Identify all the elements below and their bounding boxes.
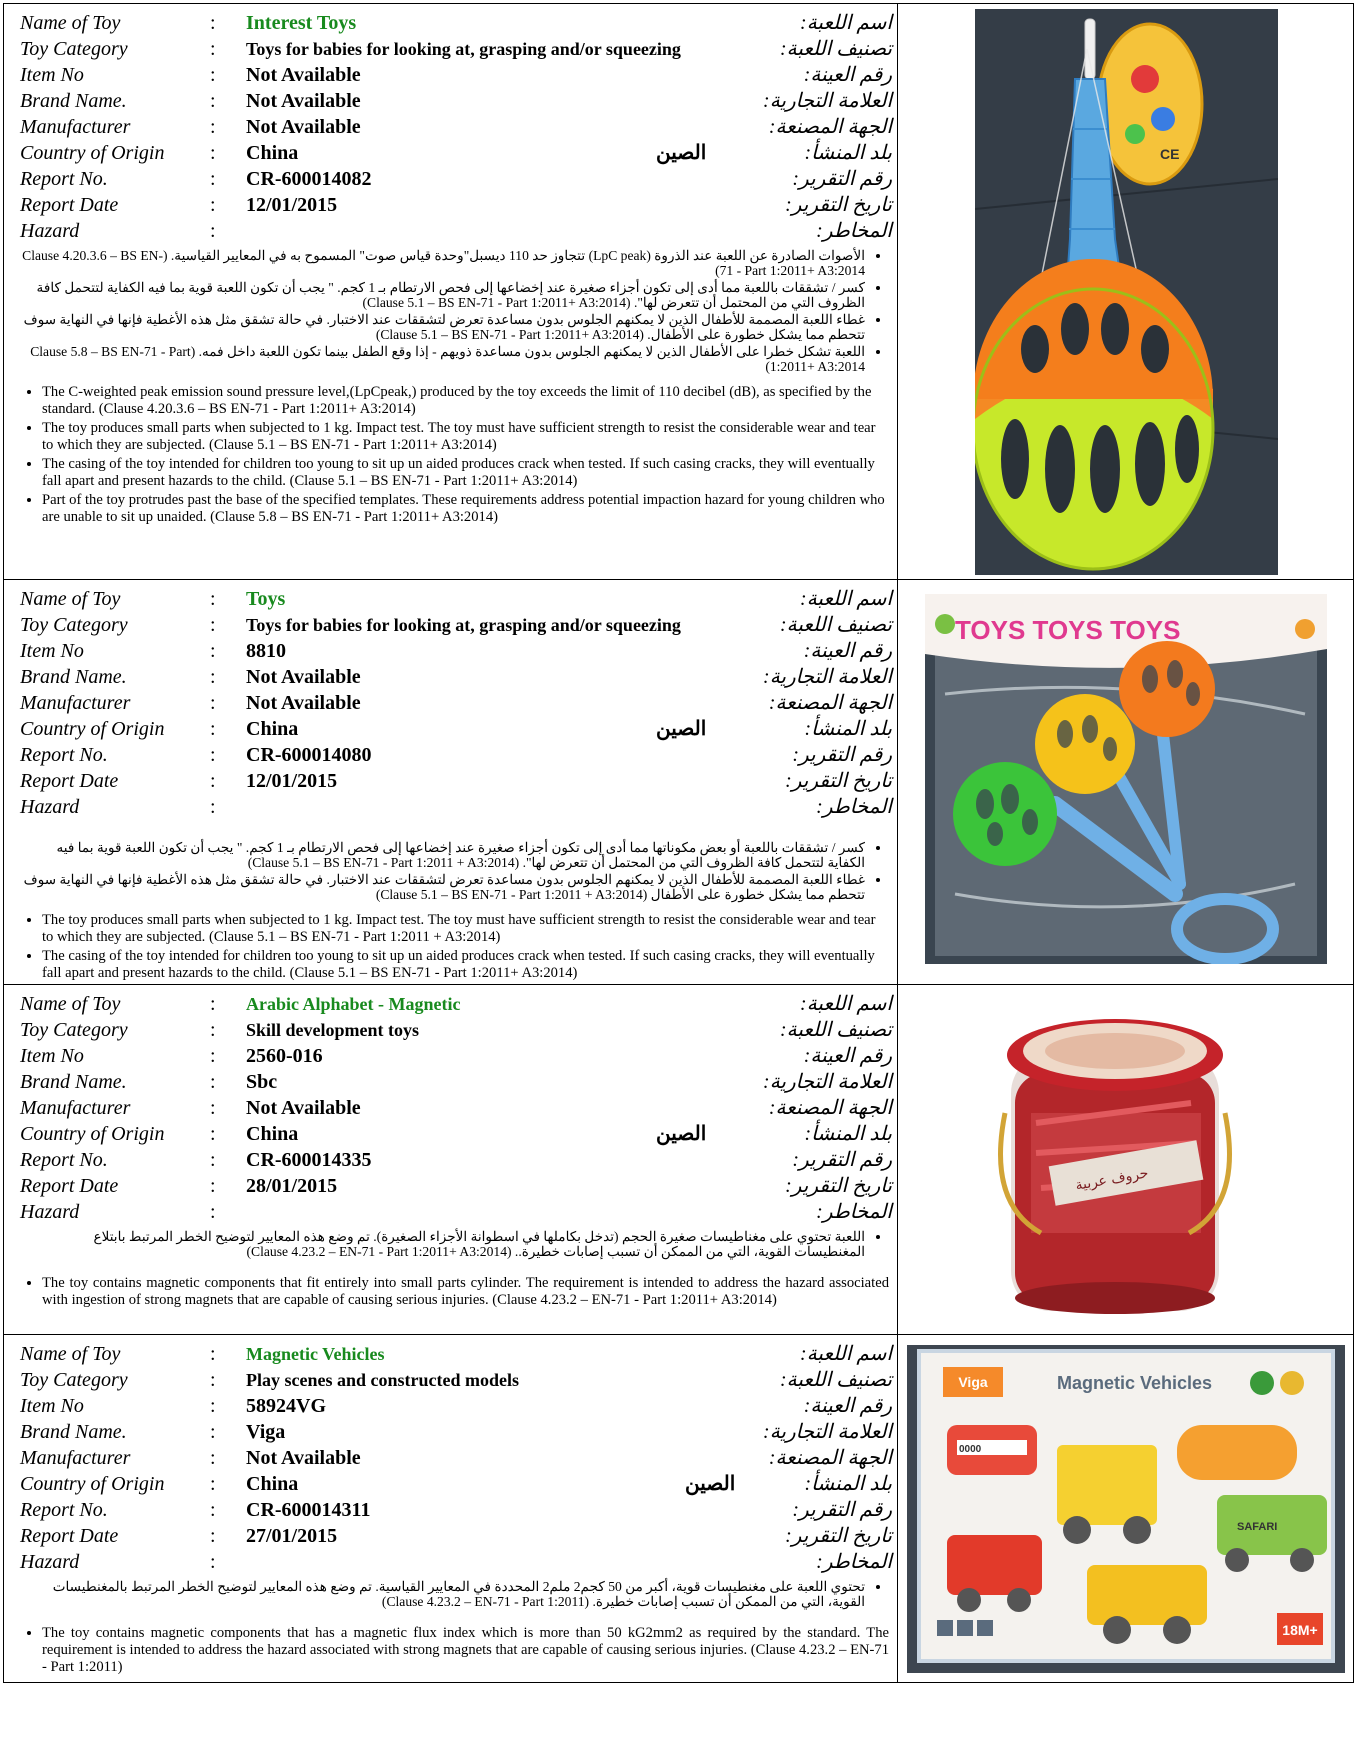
box-age: 18M+	[1282, 1622, 1318, 1638]
field-label-ar: العلامة التجارية:	[763, 90, 892, 112]
brand-name: Not Available	[246, 90, 361, 112]
field-row-item	[20, 1043, 892, 1069]
field-row-manufacturer	[20, 114, 892, 140]
field-row-hazard	[20, 1549, 892, 1575]
country-of-origin-ar: الصين	[656, 142, 707, 164]
field-row-report-date	[20, 1523, 892, 1549]
field-label-ar: تصنيف اللعبة:	[779, 614, 892, 636]
field-colon: :	[210, 796, 216, 818]
field-row-item	[20, 638, 892, 664]
field-label-ar: رقم العينة:	[803, 640, 892, 662]
field-label: Brand Name.	[20, 90, 127, 112]
brand-name: Not Available	[246, 666, 361, 688]
field-row-name	[20, 10, 892, 36]
hazard-list-english	[20, 1275, 889, 1309]
field-label: Item No	[20, 1395, 84, 1417]
field-label-ar: بلد المنشأ:	[804, 142, 892, 164]
field-label: Report No.	[20, 1499, 108, 1521]
field-colon: :	[210, 692, 216, 714]
field-row-report-no	[20, 166, 892, 192]
report-number: CR-600014080	[246, 744, 372, 766]
field-colon: :	[210, 1395, 216, 1417]
field-row-item	[20, 1393, 892, 1419]
field-label-ar: المخاطر:	[816, 796, 892, 818]
report-page	[3, 3, 1353, 1753]
field-row-report-no	[20, 742, 892, 768]
hazard-item-en: • The C-weighted peak emission sound pressure level,(LpCpeak,) produced by the toy exceeds the limit of 110 decibel (dB), as specified by the standard. (Clause 4.20.3.6 – BS EN-71 - Part 1:2011+ A3:2014)	[42, 384, 889, 418]
report-number: CR-600014082	[246, 168, 372, 190]
toy-record	[4, 4, 1354, 580]
manufacturer: Not Available	[246, 1097, 361, 1119]
toy-fields	[20, 991, 892, 1225]
field-colon: :	[210, 12, 216, 34]
field-row-category	[20, 1367, 892, 1393]
field-row-manufacturer	[20, 690, 892, 716]
field-row-manufacturer	[20, 1095, 892, 1121]
field-row-name	[20, 991, 892, 1017]
field-label: Toy Category	[20, 1019, 128, 1041]
country-of-origin: China	[246, 142, 299, 164]
field-colon: :	[210, 116, 216, 138]
hazard-item-en: • The casing of the toy intended for children too young to sit up un aided produces crack when tested. If such casing cracks, they will eventually fall apart and present hazards to the child. (Clause 5.1 – BS EN-71 - Part 1:2011+ A3:2014)	[42, 948, 889, 982]
toy-fields	[20, 1341, 892, 1575]
field-label: Toy Category	[20, 614, 128, 636]
toy-record	[4, 1335, 1354, 1683]
field-label-ar: بلد المنشأ:	[804, 1473, 892, 1495]
field-label: Name of Toy	[20, 588, 121, 610]
field-label-ar: رقم العينة:	[803, 1045, 892, 1067]
hazard-item-ar: • الأصوات الصادرة عن اللعبة عند الذروة (LpC peak) تتجاوز حد 110 ديسبل"وحدة قياس صوت" المسموح به في المعايير القياسية. (Clause 4.20.3.6 – BS EN-71 - Part 1:2011+ A3:2014)	[20, 248, 865, 278]
field-label-ar: المخاطر:	[816, 1551, 892, 1573]
field-label-ar: بلد المنشأ:	[804, 1123, 892, 1145]
toy-name: Toys	[246, 588, 286, 610]
country-of-origin: China	[246, 1473, 299, 1495]
toy-photo-cell	[898, 985, 1354, 1335]
toy-details-cell	[4, 985, 898, 1335]
box-plane-text: 0000	[959, 1444, 982, 1455]
field-label: Hazard	[20, 1551, 80, 1573]
field-label: Hazard	[20, 1201, 80, 1223]
field-colon: :	[210, 1097, 216, 1119]
field-label-ar: تاريخ التقرير:	[785, 1175, 892, 1197]
toy-category: Skill development toys	[246, 1020, 420, 1040]
field-label: Manufacturer	[20, 1097, 131, 1119]
field-colon: :	[210, 993, 216, 1015]
field-label-ar: العلامة التجارية:	[763, 1071, 892, 1093]
report-date: 12/01/2015	[246, 770, 338, 792]
country-of-origin-ar: الصين	[685, 1473, 736, 1495]
toy-record	[4, 985, 1354, 1335]
hazard-list-english	[20, 384, 889, 526]
field-row-origin	[20, 1121, 892, 1147]
jar-label-text: حروف عربية	[1074, 1165, 1150, 1194]
field-label-ar: المخاطر:	[816, 220, 892, 242]
country-of-origin-ar: الصين	[656, 718, 707, 740]
toy-details-cell	[4, 4, 898, 580]
hazard-item-en: • Part of the toy protrudes past the base of the specified templates. These requirements address potential impaction hazard for young children who are unable to sit up unaided. (Clause 5.8 – BS EN-71 - Part 1:2011+ A3:2014)	[42, 492, 889, 526]
hazard-list-arabic	[20, 248, 887, 374]
field-label-ar: اسم اللعبة:	[800, 588, 892, 610]
toy-photo-vehicle-box	[907, 1345, 1345, 1673]
field-colon: :	[210, 1149, 216, 1171]
field-label-ar: تاريخ التقرير:	[785, 194, 892, 216]
field-label: Toy Category	[20, 1369, 128, 1391]
field-label: Manufacturer	[20, 116, 131, 138]
field-row-brand	[20, 1069, 892, 1095]
field-label-ar: تصنيف اللعبة:	[779, 1019, 892, 1041]
field-colon: :	[210, 168, 216, 190]
field-colon: :	[210, 588, 216, 610]
field-colon: :	[210, 1045, 216, 1067]
field-row-report-no	[20, 1497, 892, 1523]
bag-print-text: TOYS TOYS TOYS	[955, 615, 1181, 645]
field-label-ar: تاريخ التقرير:	[785, 770, 892, 792]
hazard-item-en: • The toy contains magnetic components that has a magnetic flux index which is more than 50 kG2mm2 as required by the standard. The requirement is intended to address the hazard associated with strong magnets that are capable of causing serious injuries. (Clause 4.23.2 – EN-71 - Part 1:2011)	[42, 1625, 889, 1676]
brand-name: Sbc	[246, 1071, 278, 1093]
field-row-name	[20, 586, 892, 612]
country-of-origin-ar: الصين	[656, 1123, 707, 1145]
report-date: 27/01/2015	[246, 1525, 338, 1547]
field-colon: :	[210, 1421, 216, 1443]
toy-fields	[20, 10, 892, 244]
field-label: Report No.	[20, 1149, 108, 1171]
toy-details-cell	[4, 580, 898, 985]
hazard-item-ar: • اللعبة تشكل خطرا على الأطفال الذين لا يمكنهم الجلوس بدون مساعدة ذويهم - إذا وقع الطفل بينما تكون اللعبة داخل فمه. (Clause 5.8 – BS EN-71 - Part 1:2011+ A3:2014)	[20, 344, 865, 374]
field-label: Hazard	[20, 796, 80, 818]
toy-category: Toys for babies for looking at, grasping and/or squeezing	[246, 39, 681, 59]
field-colon: :	[210, 1175, 216, 1197]
field-row-brand	[20, 88, 892, 114]
hazard-list-arabic	[20, 1579, 887, 1609]
field-colon: :	[210, 90, 216, 112]
field-colon: :	[210, 770, 216, 792]
field-label: Country of Origin	[20, 1473, 165, 1495]
field-row-report-no	[20, 1147, 892, 1173]
rattle-tag-text: CE	[1160, 146, 1180, 162]
field-label-ar: رقم التقرير:	[792, 1499, 892, 1521]
toy-category: Play scenes and constructed models	[246, 1370, 519, 1390]
box-vehicle-text: SAFARI	[1237, 1521, 1278, 1533]
item-number: Not Available	[246, 64, 361, 86]
field-label-ar: رقم العينة:	[803, 1395, 892, 1417]
field-label-ar: المخاطر:	[816, 1201, 892, 1223]
field-row-item	[20, 62, 892, 88]
field-colon: :	[210, 1473, 216, 1495]
report-number: CR-600014311	[246, 1499, 371, 1521]
field-colon: :	[210, 1447, 216, 1469]
hazard-list-english	[20, 912, 889, 982]
item-number: 2560-016	[246, 1045, 323, 1067]
toy-photo-jar	[991, 1003, 1239, 1320]
manufacturer: Not Available	[246, 692, 361, 714]
toy-photo-cell	[898, 1335, 1354, 1683]
country-of-origin: China	[246, 1123, 299, 1145]
hazard-item-en: • The toy produces small parts when subjected to 1 kg. Impact test. The toy must have sufficient strength to resist the considerable wear and tear to which they are subjected. (Clause 5.1 – BS EN-71 - Part 1:2011 + A3:2014)	[42, 912, 889, 946]
field-label-ar: اسم اللعبة:	[800, 12, 892, 34]
hazard-item-ar: • كسر / تشققات باللعبة مما أدى إلى تكون أجزاء صغيرة عند إخضاعها إلى فحص الارتطام بـ 1 كجم. " يجب أن تكون اللعبة قوية بما فيه الكفاية لتتحمل كافة الظروف التي من المحتمل أن تتعرض لها". (Clause 5.1 – BS EN-71 - Part 1:2011+ A3:2014)	[20, 280, 865, 310]
field-label: Country of Origin	[20, 142, 165, 164]
field-row-manufacturer	[20, 1445, 892, 1471]
toy-name: Interest Toys	[246, 12, 357, 34]
field-row-brand	[20, 664, 892, 690]
field-colon: :	[210, 220, 216, 242]
field-colon: :	[210, 1525, 216, 1547]
field-label-ar: الجهة المصنعة:	[768, 1447, 892, 1469]
hazard-list-arabic	[20, 840, 887, 902]
toy-photo-cell	[898, 580, 1354, 985]
field-label-ar: الجهة المصنعة:	[768, 1097, 892, 1119]
field-label-ar: الجهة المصنعة:	[768, 116, 892, 138]
field-colon: :	[210, 1369, 216, 1391]
field-label-ar: تصنيف اللعبة:	[779, 38, 892, 60]
field-label-ar: تصنيف اللعبة:	[779, 1369, 892, 1391]
field-label: Name of Toy	[20, 1343, 121, 1365]
hazard-item-ar: • غطاء اللعبة المصممة للأطفال الذين لا يمكنهم الجلوس بدون مساعدة تعرض لتشققات عند الاختبار. في حالة تشقق مثل هذه الأغطية فإنها في النهاية سوف تتحطم مما يشكل خطورة على الأطفال (Clause 5.1 – BS EN-71 - Part 1:2011 + A3:2014)	[20, 872, 865, 902]
field-colon: :	[210, 1071, 216, 1093]
field-label: Country of Origin	[20, 1123, 165, 1145]
toy-photo-rattle	[975, 9, 1278, 575]
field-label-ar: اسم اللعبة:	[800, 1343, 892, 1365]
box-brand: Viga	[958, 1374, 988, 1390]
hazard-item-en: • The toy contains magnetic components that fit entirely into small parts cylinder. The requirement is intended to address the hazard associated with ingestion of strong magnets that are capable of causing serious injuries. (Clause 4.23.2 – EN-71 - Part 1:2011+ A3:2014)	[42, 1275, 889, 1309]
hazard-list-arabic	[20, 1229, 887, 1259]
toy-category: Toys for babies for looking at, grasping and/or squeezing	[246, 615, 681, 635]
hazard-item-ar: • غطاء اللعبة المصممة للأطفال الذين لا يمكنهم الجلوس بدون مساعدة تعرض لتشققات عند الاختبار. في حالة تشقق مثل هذه الأغطية فإنها في النهاية سوف تتحطم مما يشكل خطورة على الأطفال. (Clause 5.1 – BS EN-71 - Part 1:2011+ A3:2014)	[20, 312, 865, 342]
toy-photo-cell	[898, 4, 1354, 580]
field-row-report-date	[20, 1173, 892, 1199]
field-label: Toy Category	[20, 38, 128, 60]
field-label: Name of Toy	[20, 993, 121, 1015]
field-row-name	[20, 1341, 892, 1367]
field-label: Manufacturer	[20, 1447, 131, 1469]
toy-name: Arabic Alphabet - Magnetic	[246, 994, 461, 1014]
field-colon: :	[210, 1201, 216, 1223]
field-row-origin	[20, 716, 892, 742]
field-colon: :	[210, 194, 216, 216]
field-colon: :	[210, 744, 216, 766]
field-label-ar: الجهة المصنعة:	[768, 692, 892, 714]
field-label: Item No	[20, 1045, 84, 1067]
field-label: Brand Name.	[20, 666, 127, 688]
item-number: 58924VG	[246, 1395, 326, 1417]
report-number: CR-600014335	[246, 1149, 372, 1171]
field-label: Name of Toy	[20, 12, 121, 34]
field-row-brand	[20, 1419, 892, 1445]
field-colon: :	[210, 142, 216, 164]
field-label: Report Date	[20, 1175, 119, 1197]
country-of-origin: China	[246, 718, 299, 740]
hazard-item-ar: • اللعبة تحتوي على مغناطيسات صغيرة الحجم (تدخل بكاملها في اسطوانة الأجزاء الصغيرة). تم وضع هذه المعايير لتوضيح الخطر المرتبط بابتلاع المغنطيسات القوية، التي من الممكن أن تسبب إصابات خطيرة.. (Clause 4.23.2 – EN-71 - Part 1:2011+ A3:2014)	[20, 1229, 865, 1259]
hazard-item-ar: • كسر / تشققات باللعبة أو بعض مكوناتها مما أدى إلى تكون أجزاء صغيرة عند إخضاعها إلى فحص الارتطام بـ 1 كجم. " يجب أن تكون اللعبة قوية بما فيه الكفاية لتتحمل كافة الظروف التي من المحتمل أن تتعرض لها". (Clause 5.1 – BS EN-71 - Part 1:2011 + A3:2014)	[20, 840, 865, 870]
toy-photo-rattle-bag	[925, 594, 1327, 964]
field-colon: :	[210, 1343, 216, 1365]
field-row-category	[20, 612, 892, 638]
brand-name: Viga	[246, 1421, 286, 1443]
field-label: Item No	[20, 64, 84, 86]
hazard-item-en: • The toy produces small parts when subjected to 1 kg. Impact test. The toy must have sufficient strength to resist the considerable wear and tear to which they are subjected. (Clause 5.1 – BS EN-71 - Part 1:2011+ A3:2014)	[42, 420, 889, 454]
field-label: Report Date	[20, 770, 119, 792]
field-label-ar: رقم العينة:	[803, 64, 892, 86]
field-colon: :	[210, 718, 216, 740]
manufacturer: Not Available	[246, 1447, 361, 1469]
field-label: Manufacturer	[20, 692, 131, 714]
field-label-ar: تاريخ التقرير:	[785, 1525, 892, 1547]
field-colon: :	[210, 666, 216, 688]
field-label: Report No.	[20, 744, 108, 766]
field-colon: :	[210, 1551, 216, 1573]
field-label: Report Date	[20, 194, 119, 216]
toy-details-cell	[4, 1335, 898, 1683]
field-label: Brand Name.	[20, 1071, 127, 1093]
field-row-origin	[20, 1471, 892, 1497]
field-row-hazard	[20, 1199, 892, 1225]
field-label: Brand Name.	[20, 1421, 127, 1443]
field-label: Item No	[20, 640, 84, 662]
toy-fields	[20, 586, 892, 820]
field-label: Report No.	[20, 168, 108, 190]
field-label-ar: بلد المنشأ:	[804, 718, 892, 740]
manufacturer: Not Available	[246, 116, 361, 138]
field-colon: :	[210, 614, 216, 636]
field-row-hazard	[20, 218, 892, 244]
field-label-ar: العلامة التجارية:	[763, 1421, 892, 1443]
field-label-ar: العلامة التجارية:	[763, 666, 892, 688]
field-row-category	[20, 1017, 892, 1043]
field-colon: :	[210, 1123, 216, 1145]
field-colon: :	[210, 640, 216, 662]
field-colon: :	[210, 1499, 216, 1521]
field-row-origin	[20, 140, 892, 166]
field-label-ar: اسم اللعبة:	[800, 993, 892, 1015]
toy-name: Magnetic Vehicles	[246, 1344, 385, 1364]
field-label-ar: رقم التقرير:	[792, 168, 892, 190]
hazard-item-ar: • تحتوي اللعبة على مغنطيسات قوية، أكبر من 50 كجم2 ملم2 المحددة في المعايير القياسية. تم وضع هذه المعايير لتوضيح الخطر المرتبط بالمغنطيسات القوية، التي من الممكن أن تسبب إصابات خطيرة. (Clause 4.23.2 – EN-71 - Part 1:2011)	[20, 1579, 865, 1609]
field-label-ar: رقم التقرير:	[792, 744, 892, 766]
field-row-report-date	[20, 768, 892, 794]
report-date: 28/01/2015	[246, 1175, 338, 1197]
toy-report-table	[3, 3, 1354, 1683]
hazard-list-english	[20, 1625, 889, 1676]
field-label: Hazard	[20, 220, 80, 242]
toy-record	[4, 580, 1354, 985]
field-row-report-date	[20, 192, 892, 218]
field-colon: :	[210, 64, 216, 86]
field-label: Report Date	[20, 1525, 119, 1547]
field-row-hazard	[20, 794, 892, 820]
report-date: 12/01/2015	[246, 194, 338, 216]
hazard-item-en: • The casing of the toy intended for children too young to sit up un aided produces crack when tested. If such casing cracks, they will eventually fall apart and present hazards to the child. (Clause 5.1 – BS EN-71 - Part 1:2011+ A3:2014)	[42, 456, 889, 490]
field-label: Country of Origin	[20, 718, 165, 740]
field-colon: :	[210, 38, 216, 60]
field-label-ar: رقم التقرير:	[792, 1149, 892, 1171]
box-title: Magnetic Vehicles	[1057, 1373, 1213, 1393]
item-number: 8810	[246, 640, 286, 662]
field-colon: :	[210, 1019, 216, 1041]
field-row-category	[20, 36, 892, 62]
